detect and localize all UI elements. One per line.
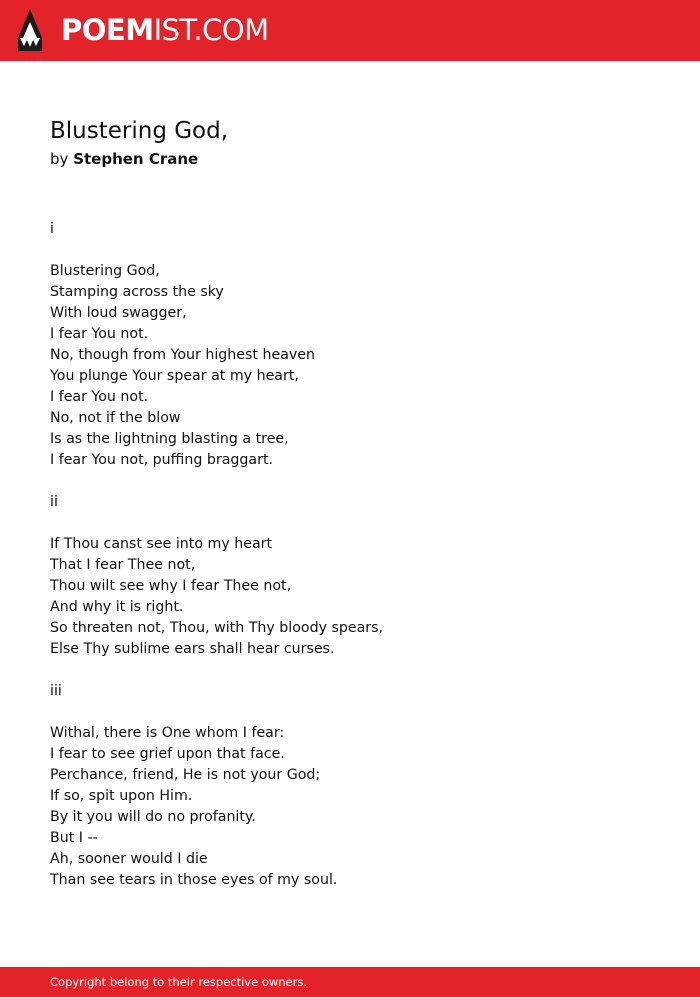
poem-line: With loud swagger,: [50, 305, 187, 321]
poem-line: I fear You not.: [50, 389, 149, 405]
poem-line: I fear to see grief upon that face.: [50, 746, 285, 762]
poem-line: Ah, sooner would I die: [50, 851, 208, 867]
poem-line: If so, spit upon Him.: [50, 788, 193, 804]
stanza-break: [50, 471, 670, 492]
copyright-text: Copyright belong to their respective owners.: [50, 975, 308, 989]
poem-line: Blustering God,: [50, 263, 160, 279]
poem-line: By it you will do no profanity.: [50, 809, 256, 825]
poem-line: Than see tears in those eyes of my soul.: [50, 872, 338, 888]
stanza-break: [50, 660, 670, 681]
poem-line: But I --: [50, 830, 98, 846]
site-logo[interactable]: [61, 12, 269, 48]
site-header: [0, 0, 700, 61]
poem-line: Withal, there is One whom I fear:: [50, 725, 285, 741]
poem-line: No, not if the blow: [50, 410, 181, 426]
poem-line: So threaten not, Thou, with Thy bloody spears,: [50, 620, 384, 636]
poem-line: Stamping across the sky: [50, 284, 224, 300]
poem-line: You plunge Your spear at my heart,: [50, 368, 299, 384]
site-footer: [0, 967, 700, 997]
poem-line: No, though from Your highest heaven: [50, 347, 316, 363]
poem-line: iii: [50, 683, 62, 699]
logo-text-light: IST.COM: [153, 13, 269, 47]
poem-line: Perchance, friend, He is not your God;: [50, 767, 321, 783]
poem-line: That I fear Thee not,: [50, 557, 196, 573]
poem-line: And why it is right.: [50, 599, 184, 615]
poem-line: I fear You not, puffing braggart.: [50, 452, 274, 468]
poem-line: ii: [50, 494, 58, 510]
poem-line: I fear You not.: [50, 326, 149, 342]
pencil-tip-icon: [17, 8, 43, 52]
by-label: by: [50, 150, 69, 168]
logo-text-strong: POEM: [61, 13, 154, 47]
poem-title: Blustering God,: [50, 118, 229, 144]
poem-line: Thou wilt see why I fear Thee not,: [50, 578, 292, 594]
poem-body: [50, 219, 670, 891]
poem-author: Stephen Crane: [73, 150, 199, 168]
poem-line: i: [50, 221, 54, 237]
stanza-break: [50, 702, 670, 723]
poem-byline: [50, 149, 198, 169]
poem-line: Is as the lightning blasting a tree,: [50, 431, 289, 447]
poem-line: Else Thy sublime ears shall hear curses.: [50, 641, 335, 657]
stanza-break: [50, 240, 670, 261]
stanza-break: [50, 513, 670, 534]
poem-line: If Thou canst see into my heart: [50, 536, 273, 552]
